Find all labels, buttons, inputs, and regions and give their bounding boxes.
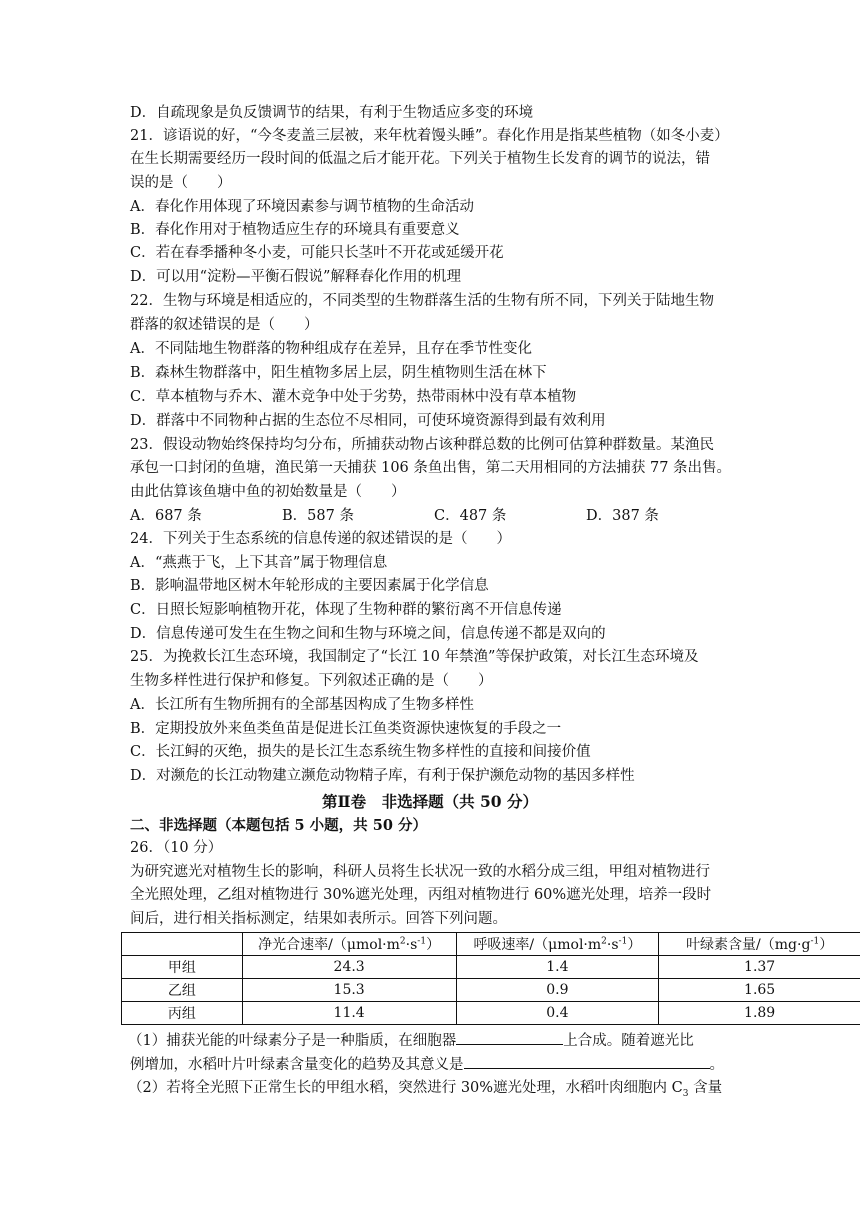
q24-option-d: D．信息传递可发生在生物之间和生物与环境之间，信息传递不都是双向的: [130, 626, 606, 642]
table-row: [122, 1002, 860, 1025]
table-cell-chl: 1.37: [659, 956, 860, 979]
q23-options: [130, 505, 738, 528]
section-subtitle: 二、非选择题（本题包括 5 小题，共 50 分）: [130, 817, 427, 834]
table-cell-net: 24.3: [242, 956, 456, 979]
q23-option-d: D．387 条: [586, 508, 659, 524]
q21-stem-line2: 在生长期需要经历一段时间的低温之后才能开花。下列关于植物生长发育的调节的说法，错: [130, 151, 710, 167]
q25-stem-line1: 25．为挽救长江生态环境，我国制定了“长江 10 年禁渔”等保护政策，对长江生态环境及: [130, 649, 699, 665]
q23-stem-line1: 23．假设动物始终保持均匀分布，所捕获动物占该种群总数的比例可估算种群数量。某渔民: [130, 437, 714, 453]
q23-stem-line3: 由此估算该鱼塘中鱼的初始数量是（ ）: [130, 484, 406, 500]
table-cell-resp: 1.4: [456, 956, 659, 979]
table-header-row: [122, 933, 860, 956]
q26-stem-line2: 全光照处理，乙组对植物进行 30%遮光处理，丙组对植物进行 60%遮光处理，培养一段时: [130, 887, 712, 903]
table-header-respiration: 呼吸速率$/(\mu mol\cdot m^2\cdot s^{-1})$: [456, 933, 659, 956]
q22-stem-line1: 22．生物与环境是相适应的，不同类型的生物群落生活的生物有所不同，下列关于陆地生物: [130, 293, 714, 309]
results-table: [121, 932, 860, 1025]
table-cell-net: 15.3: [242, 979, 456, 1002]
table-cell-chl: 1.65: [659, 979, 860, 1002]
q23-stem-line2: 承包一口封闭的鱼塘，渔民第一天捕获 106 条鱼出售，第二天用相同的方法捕获 77 条出售。: [130, 460, 732, 476]
q24-option-b: B．影响温带地区树木年轮形成的主要因素属于化学信息: [130, 578, 489, 594]
q23-option-c: C．487 条: [434, 508, 507, 524]
q25-option-d: D．对濒危的长江动物建立濒危动物精子库，有利于保护濒危动物的基因多样性: [130, 768, 635, 784]
table-row: [122, 956, 860, 979]
q26-stem-line3: 间后，进行相关指标测定，结果如表所示。回答下列问题。: [130, 911, 507, 927]
q22-option-a: A．不同陆地生物群落的物种组成存在差异，且存在季节性变化: [130, 341, 532, 357]
table-cell-resp: 0.4: [456, 1002, 659, 1025]
q25-stem-line2: 生物多样性进行保护和修复。下列叙述正确的是（ ）: [130, 673, 493, 689]
q22-option-d: D．群落中不同物种占据的生态位不尽相同，可使环境资源得到最有效利用: [130, 413, 606, 429]
table-cell-group: 乙组: [122, 979, 243, 1002]
table-cell-group: 丙组: [122, 1002, 243, 1025]
answer-blank-trend[interactable]: [464, 1053, 710, 1069]
table-cell-resp: 0.9: [456, 979, 659, 1002]
table-header-empty: [122, 933, 243, 956]
table-row: [122, 979, 860, 1002]
q26-part1-line2: 例增加，水稻叶片叶绿素含量变化的趋势及其意义是 。: [130, 1053, 724, 1077]
q26-header: 26．（10 分）: [130, 840, 223, 856]
q26-stem-line1: 为研究遮光对植物生长的影响，科研人员将生长状况一致的水稻分成三组，甲组对植物进行: [130, 864, 710, 880]
q25-option-a: A．长江所有生物所拥有的全部基因构成了生物多样性: [130, 697, 474, 713]
table-cell-group: 甲组: [122, 956, 243, 979]
q24-stem: 24．下列关于生态系统的信息传递的叙述错误的是（ ）: [130, 531, 511, 547]
q25-option-b: B．定期投放外来鱼类鱼苗是促进长江鱼类资源快速恢复的手段之一: [130, 721, 562, 737]
q20-option-d: D．自疏现象是负反馈调节的结果，有利于生物适应多变的环境: [130, 105, 534, 121]
q21-stem-line1: 21．谚语说的好，“今冬麦盖三层被，来年枕着馒头睡”。春化作用是指某些植物（如冬小麦）: [130, 128, 729, 144]
q26-part1-line1: （1）捕获光能的叶绿素分子是一种脂质，在细胞器 上合成。随着遮光比: [128, 1029, 694, 1053]
q23-option-b: B．587 条: [282, 508, 354, 524]
table-cell-chl: 1.89: [659, 1002, 860, 1025]
q24-option-c: C．日照长短影响植物开花，体现了生物种群的繁衍离不开信息传递: [130, 602, 562, 618]
section-title: 第Ⅱ卷 非选择题（共 50 分）: [322, 792, 538, 811]
answer-blank-organelle[interactable]: [456, 1029, 563, 1045]
q21-option-b: B．春化作用对于植物适应生存的环境具有重要意义: [130, 222, 460, 238]
table-header-net-photosynthesis: 净光合速率$/(\mu mol\cdot m^2\cdot s^{-1})$: [242, 933, 456, 956]
q26-part2-line1: （2）若将全光照下正常生长的甲组水稻，突然进行 30%遮光处理，水稻叶肉细胞内 $C_3$ 含量: [128, 1080, 723, 1099]
q21-option-c: C．若在春季播种冬小麦，可能只长茎叶不开花或延缓开花: [130, 245, 504, 261]
q23-option-a: A．687 条: [130, 508, 202, 524]
table-cell-net: 11.4: [242, 1002, 456, 1025]
q21-option-a: A．春化作用体现了环境因素参与调节植物的生命活动: [130, 199, 474, 215]
q21-option-d: D．可以用“淀粉—平衡石假说”解释春化作用的机理: [130, 269, 461, 285]
q22-stem-line2: 群落的叙述错误的是（ ）: [130, 317, 319, 333]
q25-option-c: C．长江鲟的灭绝，损失的是长江生态系统生物多样性的直接和间接价值: [130, 744, 591, 760]
q22-option-c: C．草本植物与乔木、灌木竞争中处于劣势，热带雨林中没有草本植物: [130, 389, 577, 405]
table-header-chlorophyll: 叶绿素含量$/(mg\cdot g^{-1})$: [659, 933, 860, 956]
q22-option-b: B．森林生物群落中，阳生植物多居上层，阴生植物则生活在林下: [130, 365, 547, 381]
q21-stem-line3: 误的是（ ）: [130, 175, 232, 191]
q24-option-a: A．“燕燕于飞，上下其音”属于物理信息: [130, 555, 388, 571]
